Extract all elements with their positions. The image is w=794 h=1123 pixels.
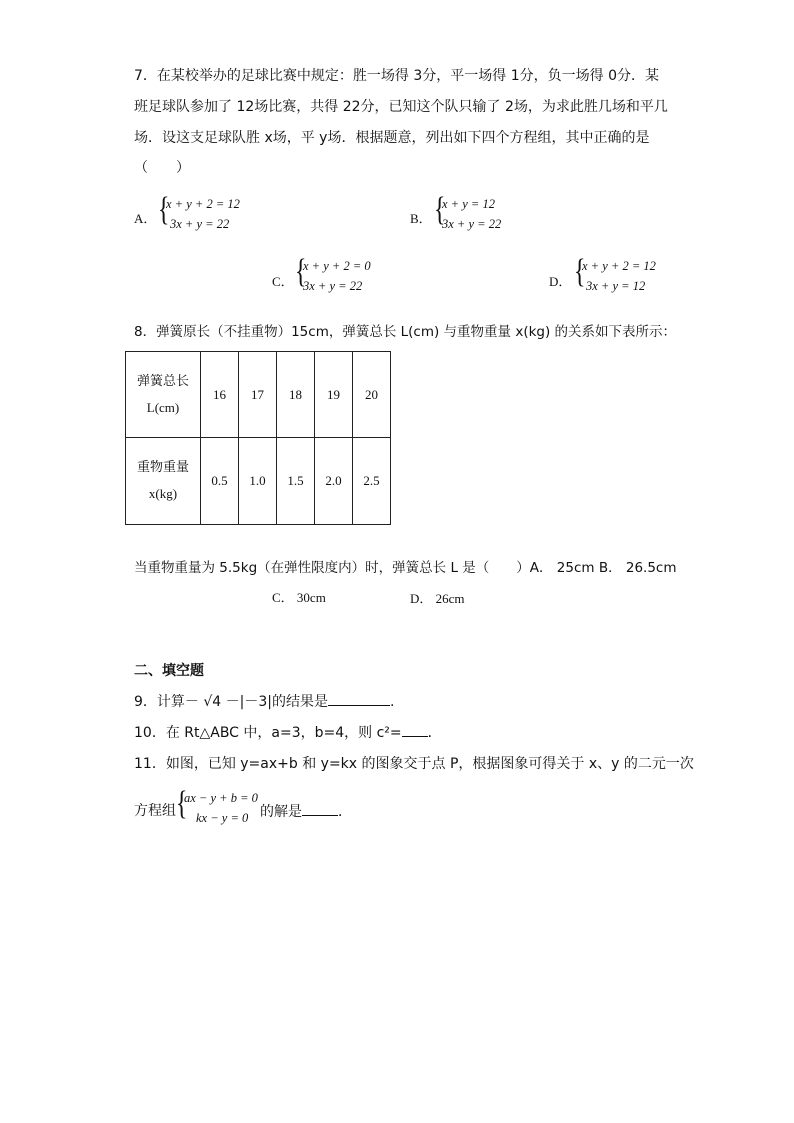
q7-option-a-label: A． [134,211,157,226]
q7-option-b-system [434,191,544,237]
answer-blank [328,693,390,706]
table-row [126,438,391,525]
equation-1: ax − y + b = 0 [184,791,258,805]
equation-2: 3x + y = 12 [586,279,646,293]
row-header-length [126,352,201,438]
table-cell: 16 [201,352,239,438]
q7-line-1: 7．在某校举办的足球比赛中规定：胜一场得 3分，平一场得 1分，负一场得 0分．某 [134,68,659,84]
table-cell: 0.5 [201,438,239,525]
q8-option-d: D． 26cm [410,591,465,606]
q7-option-b-label: B． [410,211,432,226]
table-cell: 1.0 [239,438,277,525]
q11-system [176,785,266,831]
q7-line-2: 班足球队参加了 12场比赛，共得 22分，已知这个队只输了 2场，为求此胜几场和平几 [134,99,668,115]
section-title: 二、填空题 [134,663,204,679]
equation-1: x + y + 2 = 12 [166,197,240,211]
brace-icon: { [158,191,170,228]
header-unit: x(kg) [148,486,178,501]
brace-icon: { [176,785,188,822]
table-cell: 20 [353,352,391,438]
equation-2: 3x + y = 22 [442,217,502,231]
table-cell: 17 [239,352,277,438]
q11-line-1: 11．如图，已知 y=ax+b 和 y=kx 的图象交于点 P，根据图象可得关于 x、y 的二元一次 [134,756,694,772]
q7-option-d-system [574,253,684,299]
table-row [126,352,391,438]
header-text: 重物重量 [136,460,189,475]
equation-2: 3x + y = 22 [170,217,230,231]
equation-2: kx − y = 0 [196,811,249,825]
q10-text: 10．在 Rt△ABC 中，a=3，b=4，则 c²= [134,725,402,741]
q8-option-c: C． 30cm [272,590,326,605]
table-cell: 2.0 [315,438,353,525]
q11-line-2-prefix: 方程组 [134,803,176,819]
q7-line-3: 场．设这支足球队胜 x场，平 y场．根据题意，列出如下四个方程组，其中正确的是 [134,130,650,146]
header-unit: L(cm) [146,399,180,415]
table-cell: 2.5 [353,438,391,525]
q7-option-a-system [158,191,268,237]
spring-data-table [125,351,391,525]
q10: 10．在 Rt△ABC 中，a=3，b=4，则 c²= ． [134,725,442,741]
table-cell: 1.5 [277,438,315,525]
q8-intro: 8．弹簧原长（不挂重物）15cm，弹簧总长 L(cm) 与重物重量 x(kg) 的关系如下表所示： [134,324,677,340]
q11-line-2-suffix: 的解是 ． [260,804,352,820]
brace-icon: { [574,253,586,290]
equation-1: x + y + 2 = 0 [303,259,371,273]
q7-option-c-label: C． [272,274,294,289]
q7-option-d-label: D． [549,274,572,289]
q8-question: 当重物重量为 5.5kg（在弹性限度内）时，弹簧总长 L 是（ ）A． 25cm B． 26.5cm [134,560,677,576]
table-cell: 18 [277,352,315,438]
q7-line-4: （ ） [134,160,190,176]
header-text: 弹簧总长 [136,373,189,389]
equation-1: x + y + 2 = 12 [582,259,656,273]
q11-suffix-text: 的解是 [260,804,302,820]
equation-1: x + y = 12 [442,197,495,211]
table-cell: 19 [315,352,353,438]
q7-option-c-system [295,253,405,299]
row-header-weight [126,438,201,525]
brace-icon: { [434,191,446,228]
q9: 9．计算－ √4 －|－3|的结果是 . [134,694,395,710]
brace-icon: { [295,253,307,290]
answer-blank [402,724,428,737]
answer-blank [302,803,338,816]
equation-2: 3x + y = 22 [303,279,363,293]
q9-text: 9．计算－ √4 －|－3|的结果是 [134,694,328,710]
